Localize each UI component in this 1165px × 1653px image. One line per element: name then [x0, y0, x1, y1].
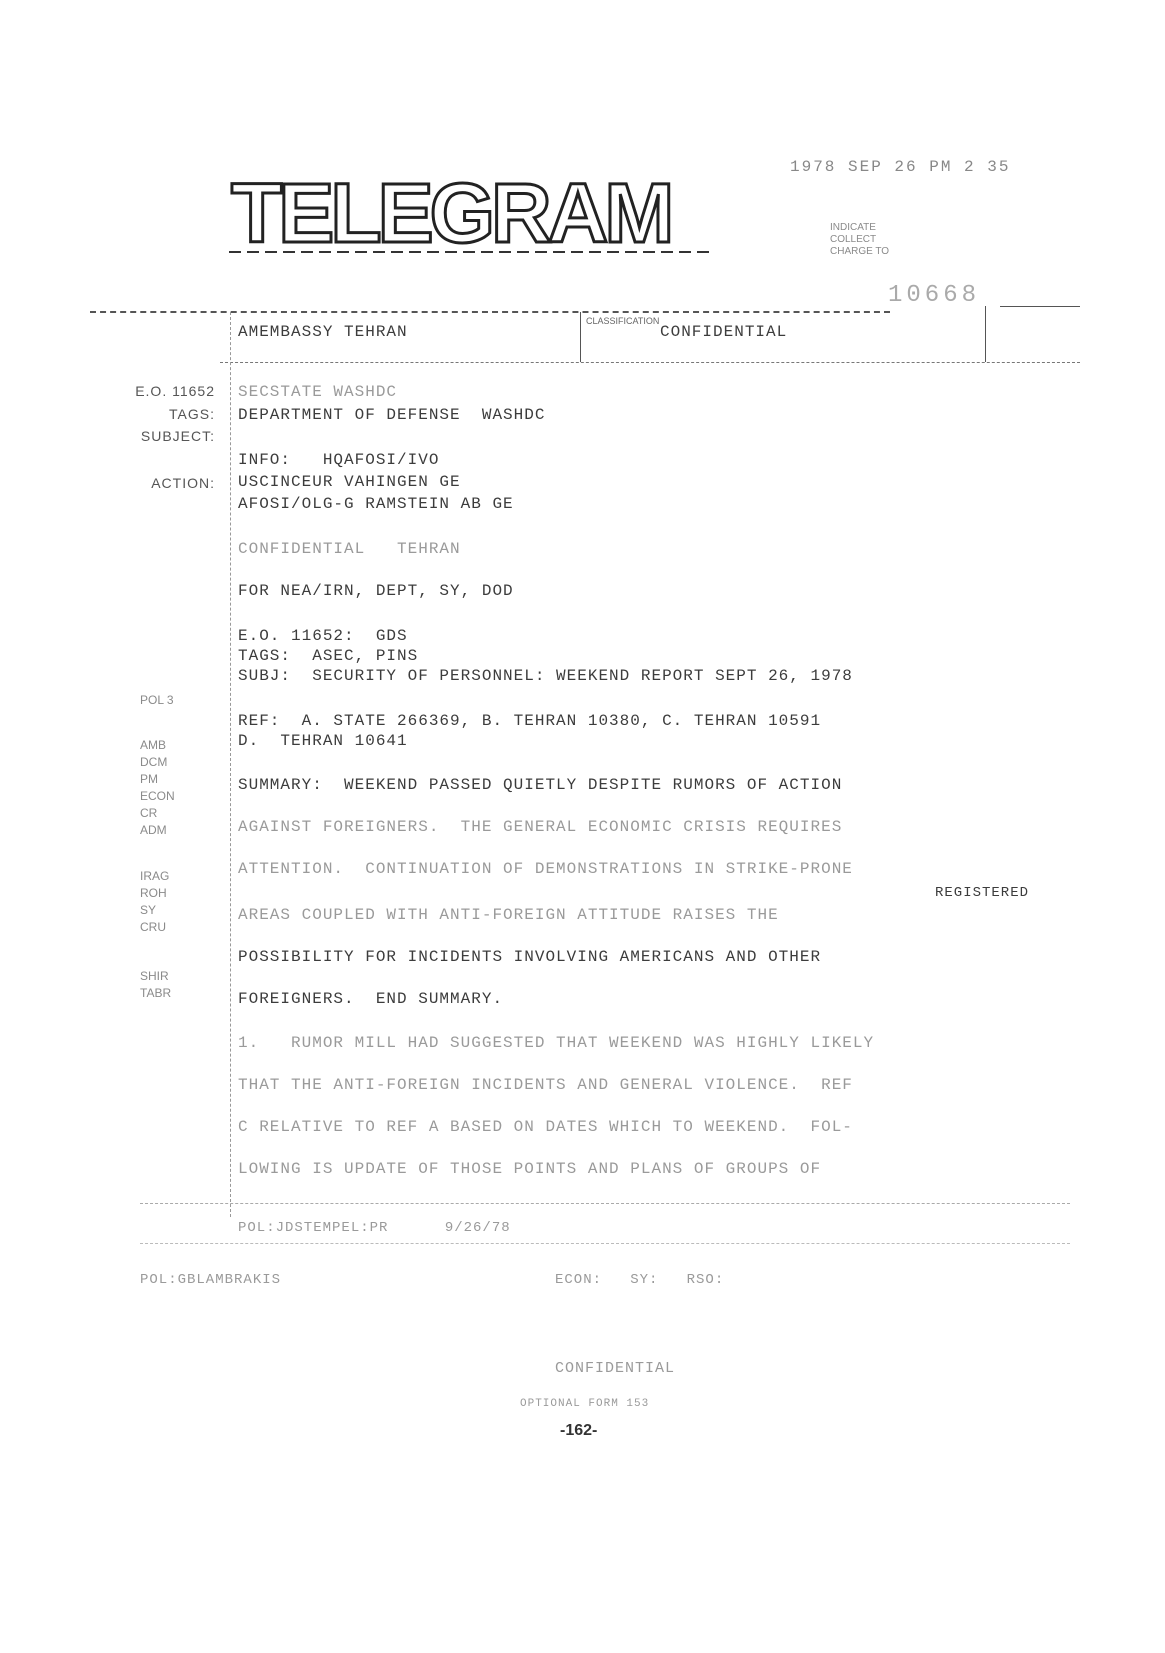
routing-label: CR: [140, 806, 158, 820]
header-rule-top: [90, 311, 890, 313]
classification-line: CONFIDENTIAL TEHRAN: [238, 540, 461, 558]
info-line: INFO: HQAFOSI/IVO: [238, 451, 440, 469]
header-rule-bottom: [220, 362, 1080, 363]
summary-line: AGAINST FOREIGNERS. THE GENERAL ECONOMIC CRISIS REQUIRES: [238, 818, 843, 836]
indicate-line: INDICATE: [830, 222, 876, 233]
routing-label: SY: [140, 903, 157, 917]
indicate-line: COLLECT: [830, 234, 877, 245]
summary-line: AREAS COUPLED WITH ANTI-FOREIGN ATTITUDE RAISES THE: [238, 906, 779, 924]
svg-text:TELEGRAM: TELEGRAM: [231, 170, 671, 260]
telegram-logo-graphic: [225, 170, 715, 260]
routing-label: ROH: [140, 886, 167, 900]
routing-label: PM: [140, 772, 158, 786]
classification-value: CONFIDENTIAL: [660, 323, 788, 341]
received-timestamp: 1978 SEP 26 PM 2 35: [790, 158, 1011, 176]
telegram-logo: [225, 170, 715, 260]
body-line: THAT THE ANTI-FOREIGN INCIDENTS AND GENERAL VIOLENCE. REF: [238, 1076, 853, 1094]
indicate-box: [830, 222, 950, 258]
routing-label: TABR: [140, 986, 172, 1000]
addressee-line: SECSTATE WASHDC: [238, 383, 398, 401]
message-number: 10668: [888, 282, 981, 309]
routing-label: CRU: [140, 920, 166, 934]
body-line: LOWING IS UPDATE OF THOSE POINTS AND PLANS OF GROUPS OF: [238, 1160, 822, 1178]
info-line: AFOSI/OLG-G RAMSTEIN AB GE: [238, 495, 514, 513]
footer-rule-2: [140, 1243, 1070, 1244]
summary-line: FOREIGNERS. END SUMMARY.: [238, 990, 504, 1008]
registered-mark: REGISTERED: [935, 885, 1030, 901]
summary-line: SUMMARY: WEEKEND PASSED QUIETLY DESPITE RUMORS OF ACTION: [238, 776, 843, 794]
drafting-line: POL:JDSTEMPEL:PR 9/26/78: [238, 1220, 511, 1236]
routing-label: ECON: [140, 789, 175, 803]
routing-label: AMB: [140, 738, 167, 752]
clearances-line: ECON: SY: RSO:: [555, 1272, 725, 1288]
summary-line: ATTENTION. CONTINUATION OF DEMONSTRATIONS IN STRIKE-PRONE: [238, 860, 853, 878]
indicate-line: CHARGE TO: [830, 246, 890, 257]
routing-label: ADM: [140, 823, 167, 837]
form-line: OPTIONAL FORM 153: [520, 1398, 650, 1410]
right-box-edge: [985, 306, 986, 362]
for-line: FOR NEA/IRN, DEPT, SY, DOD: [238, 582, 514, 600]
body-line: C RELATIVE TO REF A BASED ON DATES WHICH TO WEEKEND. FOL-: [238, 1118, 853, 1136]
subject-label: SUBJECT:: [140, 428, 215, 444]
routing-label: IRAG: [140, 869, 170, 883]
footer-rule: [140, 1203, 1070, 1204]
addressee-line: DEPARTMENT OF DEFENSE WASHDC: [238, 406, 546, 424]
approved-line: POL:GBLAMBRAKIS: [140, 1272, 282, 1288]
header-rule-right: [1000, 306, 1080, 307]
from-line: AMEMBASSY TEHRAN: [238, 323, 408, 341]
tags-label: TAGS:: [169, 406, 215, 422]
routing-label: POL 3: [140, 693, 174, 707]
tags-line: TAGS: ASEC, PINS: [238, 647, 419, 665]
classification-label: CLASSIFICATION: [586, 316, 660, 326]
classification-divider: [580, 312, 581, 362]
action-label: ACTION:: [151, 475, 215, 491]
left-margin-line: [230, 312, 231, 1217]
reference-line: D. TEHRAN 10641: [238, 732, 408, 750]
summary-line: POSSIBILITY FOR INCIDENTS INVOLVING AMERICANS AND OTHER: [238, 948, 822, 966]
reference-line: REF: A. STATE 266369, B. TEHRAN 10380, C. TEHRAN 10591: [238, 712, 822, 730]
routing-label: SHIR: [140, 969, 169, 983]
body-line: 1. RUMOR MILL HAD SUGGESTED THAT WEEKEND WAS HIGHLY LIKELY: [238, 1034, 875, 1052]
eo-label: E.O. 11652: [135, 383, 215, 399]
page-number: -162-: [560, 1422, 598, 1439]
routing-label: DCM: [140, 755, 168, 769]
subject-line: SUBJ: SECURITY OF PERSONNEL: WEEKEND REPORT SEPT 26, 1978: [238, 667, 853, 685]
eo-line: E.O. 11652: GDS: [238, 627, 408, 645]
footer-classification: CONFIDENTIAL: [555, 1360, 676, 1377]
info-line: USCINCEUR VAHINGEN GE: [238, 473, 461, 491]
